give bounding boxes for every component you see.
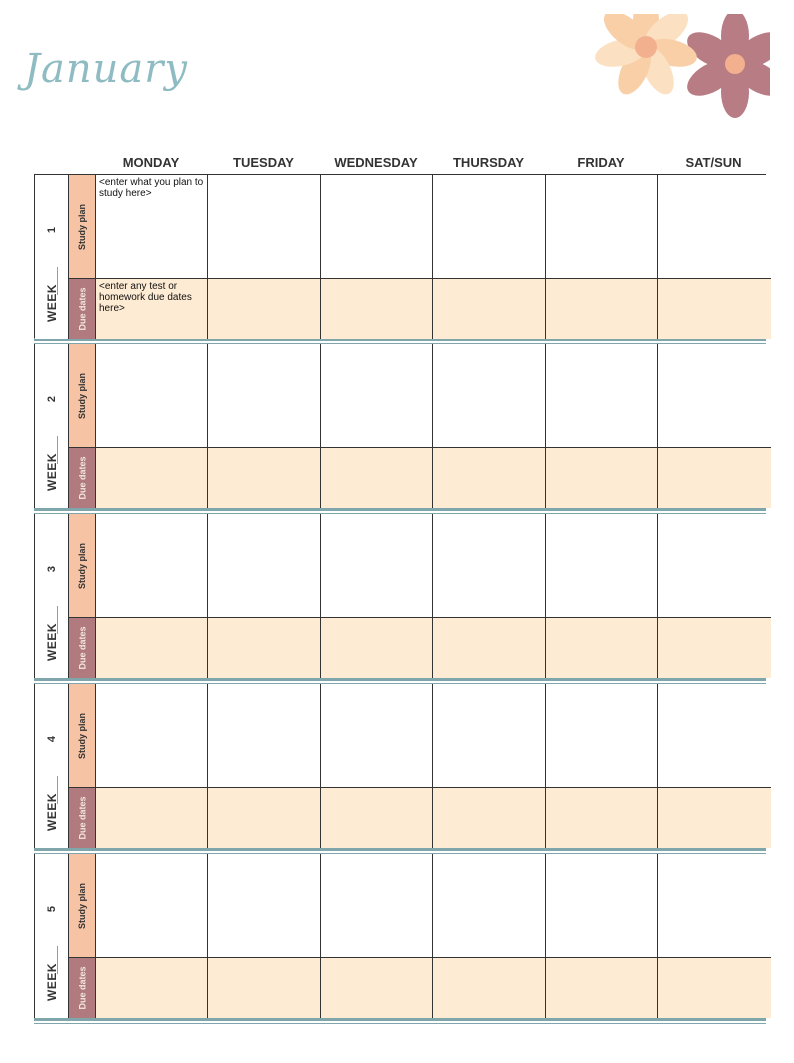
weekly-planner-grid bbox=[34, 174, 766, 1024]
study-plan-cell[interactable] bbox=[96, 344, 208, 448]
study-plan-cell[interactable] bbox=[208, 854, 321, 958]
due-dates-label-text: Due dates bbox=[77, 287, 88, 331]
study-plan-cell[interactable] bbox=[658, 344, 771, 448]
study-plan-cell[interactable] bbox=[546, 514, 658, 618]
study-plan-cell[interactable] bbox=[321, 854, 433, 958]
study-plan-label-text: Study plan bbox=[77, 203, 88, 250]
peach-flower bbox=[592, 14, 699, 99]
week-label bbox=[35, 514, 69, 678]
study-plan-cell[interactable] bbox=[321, 175, 433, 279]
study-plan-cell[interactable] bbox=[546, 344, 658, 448]
study-plan-cell[interactable] bbox=[546, 854, 658, 958]
due-dates-label bbox=[69, 788, 96, 848]
header-spacer bbox=[34, 152, 95, 174]
header-friday: FRIDAY bbox=[577, 155, 625, 170]
study-plan-cell[interactable] bbox=[321, 684, 433, 788]
study-plan-cell[interactable] bbox=[433, 175, 546, 279]
due-dates-cell[interactable] bbox=[208, 618, 321, 678]
due-dates-cell[interactable] bbox=[321, 618, 433, 678]
study-plan-label-text: Study plan bbox=[77, 882, 88, 929]
week-label bbox=[35, 684, 69, 848]
due-dates-cell[interactable] bbox=[658, 788, 771, 848]
due-dates-label-text: Due dates bbox=[77, 966, 88, 1010]
due-dates-label bbox=[69, 279, 96, 339]
week-number: 3 bbox=[46, 565, 58, 573]
due-dates-cell[interactable] bbox=[658, 958, 771, 1018]
due-dates-cell[interactable] bbox=[658, 448, 771, 508]
due-dates-cell[interactable] bbox=[208, 958, 321, 1018]
due-dates-label bbox=[69, 448, 96, 508]
due-dates-cell[interactable] bbox=[546, 279, 658, 339]
week-word: WEEK bbox=[45, 284, 59, 322]
due-dates-cell[interactable] bbox=[433, 618, 546, 678]
study-plan-cell[interactable] bbox=[658, 175, 771, 279]
study-plan-cell[interactable] bbox=[208, 684, 321, 788]
due-dates-cell[interactable] bbox=[433, 448, 546, 508]
study-plan-cell[interactable] bbox=[433, 854, 546, 958]
study-plan-cell[interactable] bbox=[546, 175, 658, 279]
week-word: WEEK bbox=[45, 793, 59, 831]
due-dates-cell[interactable]: <enter any test or homework due dates here> bbox=[96, 279, 208, 339]
study-plan-cell[interactable] bbox=[96, 684, 208, 788]
due-dates-cell[interactable] bbox=[546, 958, 658, 1018]
header-sat-sun: SAT/SUN bbox=[685, 155, 742, 170]
study-plan-cell[interactable] bbox=[96, 514, 208, 618]
study-plan-cell[interactable] bbox=[208, 514, 321, 618]
study-plan-label-text: Study plan bbox=[77, 542, 88, 589]
study-plan-cell[interactable] bbox=[658, 854, 771, 958]
due-dates-cell[interactable] bbox=[546, 448, 658, 508]
week-separator bbox=[34, 1018, 766, 1024]
week-number: 4 bbox=[46, 735, 58, 743]
study-plan-cell[interactable] bbox=[96, 854, 208, 958]
week-block-1 bbox=[34, 174, 766, 338]
week-block-2 bbox=[34, 344, 766, 508]
study-plan-cell[interactable] bbox=[658, 514, 771, 618]
header-thursday: THURSDAY bbox=[452, 155, 525, 170]
week-block-5 bbox=[34, 854, 766, 1018]
due-dates-label-text: Due dates bbox=[77, 626, 88, 670]
study-plan-label bbox=[69, 684, 96, 788]
due-dates-cell[interactable] bbox=[433, 279, 546, 339]
due-dates-cell[interactable] bbox=[658, 279, 771, 339]
due-dates-cell[interactable] bbox=[321, 279, 433, 339]
study-plan-label bbox=[69, 344, 96, 448]
study-plan-cell[interactable] bbox=[321, 344, 433, 448]
header-tuesday: TUESDAY bbox=[233, 155, 294, 170]
due-dates-cell[interactable] bbox=[321, 788, 433, 848]
study-plan-cell[interactable] bbox=[546, 684, 658, 788]
mauve-flower bbox=[681, 14, 770, 118]
due-dates-cell[interactable] bbox=[658, 618, 771, 678]
study-plan-cell[interactable] bbox=[433, 514, 546, 618]
study-plan-cell[interactable] bbox=[433, 684, 546, 788]
day-header-row bbox=[34, 152, 766, 174]
header-wednesday: WEDNESDAY bbox=[334, 155, 418, 170]
study-plan-cell[interactable] bbox=[208, 175, 321, 279]
week-label bbox=[35, 344, 69, 508]
due-dates-cell[interactable] bbox=[208, 788, 321, 848]
due-dates-cell[interactable] bbox=[546, 618, 658, 678]
week-block-4 bbox=[34, 684, 766, 848]
due-dates-cell[interactable] bbox=[433, 958, 546, 1018]
due-dates-cell[interactable] bbox=[321, 958, 433, 1018]
due-dates-cell[interactable] bbox=[546, 788, 658, 848]
week-label bbox=[35, 854, 69, 1018]
study-plan-cell[interactable] bbox=[208, 344, 321, 448]
study-plan-cell[interactable] bbox=[433, 344, 546, 448]
due-dates-cell[interactable] bbox=[433, 788, 546, 848]
study-plan-label bbox=[69, 514, 96, 618]
due-dates-label-text: Due dates bbox=[77, 796, 88, 840]
study-plan-label-text: Study plan bbox=[77, 712, 88, 759]
due-dates-cell[interactable] bbox=[96, 448, 208, 508]
due-dates-cell[interactable] bbox=[208, 279, 321, 339]
week-word: WEEK bbox=[45, 453, 59, 491]
week-number: 2 bbox=[46, 395, 58, 403]
header-monday: MONDAY bbox=[122, 155, 180, 170]
week-number: 5 bbox=[46, 905, 58, 913]
week-word: WEEK bbox=[45, 963, 59, 1001]
study-plan-cell[interactable] bbox=[321, 514, 433, 618]
due-dates-cell[interactable] bbox=[208, 448, 321, 508]
due-dates-label bbox=[69, 958, 96, 1018]
due-dates-cell[interactable] bbox=[96, 618, 208, 678]
week-block-3 bbox=[34, 514, 766, 678]
study-plan-label-text: Study plan bbox=[77, 372, 88, 419]
week-number: 1 bbox=[46, 226, 58, 234]
due-dates-cell[interactable] bbox=[321, 448, 433, 508]
due-dates-cell[interactable] bbox=[96, 788, 208, 848]
flower-decoration bbox=[570, 14, 770, 132]
study-plan-cell[interactable] bbox=[658, 684, 771, 788]
due-dates-label bbox=[69, 618, 96, 678]
due-dates-cell[interactable] bbox=[96, 958, 208, 1018]
week-label bbox=[35, 175, 69, 339]
week-word: WEEK bbox=[45, 623, 59, 661]
month-title: January bbox=[24, 46, 188, 92]
study-plan-cell[interactable]: <enter what you plan to study here> bbox=[96, 175, 208, 279]
study-plan-label bbox=[69, 175, 96, 279]
due-dates-label-text: Due dates bbox=[77, 456, 88, 500]
study-plan-label bbox=[69, 854, 96, 958]
